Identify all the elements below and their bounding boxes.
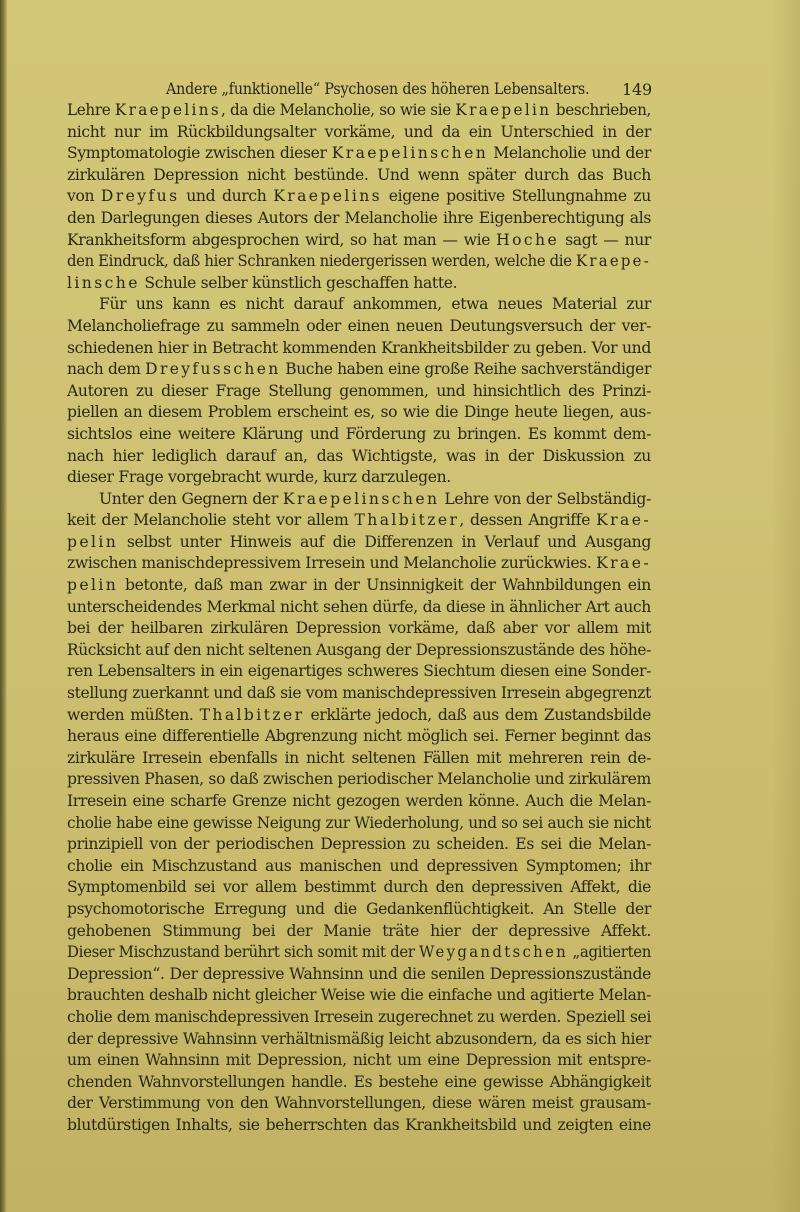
spaced-name: Thalbitzer <box>199 705 305 724</box>
spaced-name: Kraepelinschen <box>331 144 489 163</box>
text-line: zwischen manischdepressivem Irresein und Melancholie zurückwies. Krae- <box>67 554 652 573</box>
text-line: cholie ein Mischzustand aus manischen und depressiven Symptomen; ihr <box>67 856 651 875</box>
text-line: gehobenen Stimmung bei der Manie träte hier der depressive Affekt. <box>67 921 651 940</box>
text-line: piellen an diesem Problem erscheint es, so wie die Dinge heute liegen, aus- <box>67 403 651 422</box>
text-line: bei der heilbaren zirkulären Depression vorkäme, daß aber vor allem mit <box>67 619 651 638</box>
text-line: werden müßten. Thalbitzer erklärte jedoch, daß aus dem Zustandsbilde <box>67 705 651 724</box>
text-line: pressiven Phasen, so daß zwischen periodischer Melancholie und zirkulärem <box>67 770 651 789</box>
spaced-name: Kraepe- <box>576 252 652 271</box>
text-line: ren Lebensalters in ein eigenartiges schweres Siechtum diesen eine Sonder- <box>67 662 651 681</box>
text-line: der depressive Wahnsinn verhältnismäßig leicht abzusondern, da es sich hier <box>67 1029 652 1048</box>
spaced-name: Krae- <box>596 554 652 573</box>
text-line: cholie dem manischdepressiven Irresein zugerechnet zu werden. Speziell sei <box>67 1007 652 1026</box>
text-line: sichtslos eine weitere Klärung und Förderung zu bringen. Es kommt dem- <box>67 424 651 443</box>
text-line: brauchten deshalb nicht gleicher Weise wie die einfache und agitierte Melan- <box>67 986 651 1005</box>
text-line: nach dem Dreyfusschen Buche haben eine große Reihe sachverständiger <box>67 360 652 379</box>
text-line: den Eindruck, daß hier Schranken niedergerissen werden, welche die Kraepe- <box>67 252 652 271</box>
spaced-name: Kraepelins <box>114 101 221 119</box>
spaced-name: linsche <box>67 273 140 292</box>
spaced-name: pelin <box>67 532 119 551</box>
text-line: prinzipiell von der periodischen Depression zu scheiden. Es sei die Melan- <box>67 835 651 854</box>
spaced-name: Kraepelinschen <box>282 489 440 508</box>
page-gutter-shadow <box>0 0 7 1212</box>
spaced-name: pelin <box>67 576 119 595</box>
text-line: schiedenen hier in Betracht kommenden Krankheitsbilder zu geben. Vor und <box>67 338 651 357</box>
text-line: um einen Wahnsinn mit Depression, nicht um eine Depression mit entspre- <box>67 1051 651 1070</box>
text-line: Für uns kann es nicht darauf ankommen, etwa neues Material zur <box>99 295 651 314</box>
text-line: psychomotorische Erregung und die Gedankenflüchtigkeit. An Stelle der <box>67 899 651 918</box>
text-line: blutdürstigen Inhalts, sie beherrschten das Krankheitsbild und zeigten eine <box>67 1115 651 1134</box>
spaced-name: Hoche <box>496 230 560 249</box>
text-line: dieser Frage vorgebracht wurde, kurz darzulegen. <box>67 468 451 487</box>
text-line: unterscheidendes Merkmal nicht sehen dürfe, da diese in ähnlicher Art auch <box>67 597 651 616</box>
text-line: Krankheitsform abgesprochen wird, so hat man — wie Hoche sagt — nur <box>67 230 651 249</box>
spaced-name: Dreyfusschen <box>145 360 281 379</box>
text-line: Depression“. Der depressive Wahnsinn und die senilen Depressionszustände <box>67 964 651 983</box>
text-line: Autoren zu dieser Frage Stellung genommen, und hinsichtlich des Prinzi- <box>67 381 651 400</box>
text-line: der Verstimmung von den Wahnvorstellungen, diese wären meist grausam- <box>67 1094 651 1113</box>
text-line: chenden Wahnvorstellungen handle. Es bestehe eine gewisse Abhängigkeit <box>67 1072 651 1091</box>
spaced-name: Thalbitzer <box>354 511 460 530</box>
text-line: heraus eine differentielle Abgrenzung nicht möglich sei. Ferner beginnt das <box>67 727 651 746</box>
page-edge-shade <box>772 0 800 1212</box>
spaced-name: Dreyfus <box>100 187 180 206</box>
text-line: cholie habe eine gewisse Neigung zur Wiederholung, und so sei auch sie nicht <box>67 813 651 832</box>
text-line: linsche Schule selber künstlich geschaffen hatte. <box>67 273 458 292</box>
text-line: nicht nur im Rückbildungsalter vorkäme, und da ein Unterschied in der <box>67 122 651 141</box>
running-head-title: Andere „funktionelle“ Psychosen des höheren Lebensalters. <box>166 80 590 98</box>
text-line: nach hier lediglich darauf an, das Wichtigste, was in der Diskussion zu <box>67 446 651 465</box>
text-line: Rücksicht auf den nicht seltenen Ausgang der Depressionszustände des höhe- <box>67 640 652 659</box>
spaced-name: Weygandtschen <box>419 943 569 962</box>
text-line: pelin betonte, daß man zwar in der Unsinnigkeit der Wahnbildungen ein <box>67 576 651 595</box>
text-line: von Dreyfus und durch Kraepelins eigene positive Stellungnahme zu <box>67 187 651 206</box>
text-line: pelin selbst unter Hinweis auf die Differenzen in Verlauf und Ausgang <box>67 532 651 551</box>
text-line: Irresein eine scharfe Grenze nicht gezogen werden könne. Auch die Melan- <box>67 792 651 810</box>
text-line: Symptomatologie zwischen dieser Kraepelinschen Melancholie und der <box>67 144 651 163</box>
text-line: Melancholiefrage zu sammeln oder einen neuen Deutungsversuch der ver- <box>67 316 651 335</box>
spaced-name: Kraepelin <box>455 101 552 119</box>
text-line: stellung zuerkannt und daß sie vom manischdepressiven Irresein abgegrenzt <box>67 684 651 703</box>
text-line: Symptomenbild sei vor allem bestimmt durch den depressiven Affekt, die <box>67 878 651 897</box>
text-line: den Darlegungen dieses Autors der Melancholie ihre Eigenberechtigung als <box>67 208 651 227</box>
spaced-name: Kraepelins <box>273 187 383 206</box>
body-text <box>67 100 651 1137</box>
text-line: Unter den Gegnern der Kraepelinschen Lehre von der Selbständig- <box>99 489 651 508</box>
text-line: zirkulären Depression nicht bestünde. Und wenn später durch das Buch <box>67 165 651 184</box>
text-line: zirkuläre Irresein ebenfalls in nicht seltenen Fällen mit mehreren rein de- <box>67 748 651 767</box>
text-line: keit der Melancholie steht vor allem Thalbitzer, dessen Angriffe Krae- <box>67 511 652 530</box>
text-line: Lehre Kraepelins, da die Melancholie, so wie sie Kraepelin beschrieben, <box>67 101 652 119</box>
text-line: Dieser Mischzustand berührt sich somit mit der Weygandtschen „agitierten <box>67 943 652 962</box>
page-number: 149 <box>622 80 652 99</box>
spaced-name: Krae- <box>596 511 652 530</box>
